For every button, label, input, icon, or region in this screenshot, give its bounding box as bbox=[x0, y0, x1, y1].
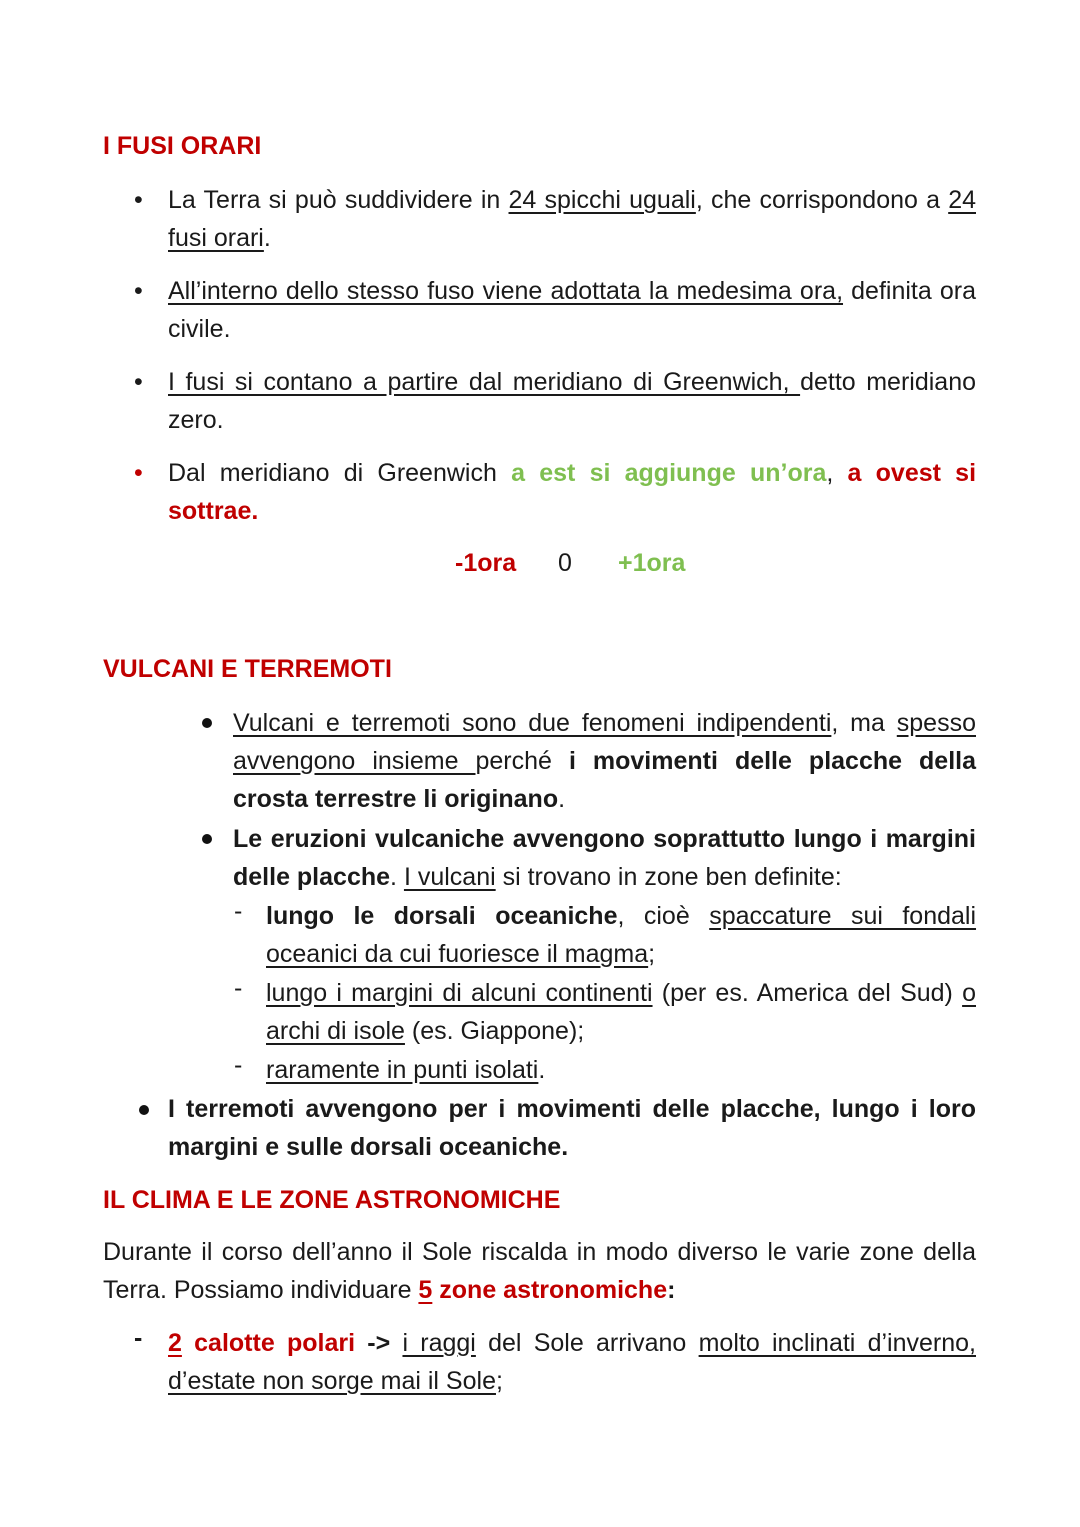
vulcani-dash-2: lungo i margini di alcuni continenti (per es. America del Sud) o archi di isole (es. Giappone); bbox=[266, 979, 976, 1045]
dash-icon: - bbox=[234, 897, 243, 925]
clima-intro-paragraph: Durante il corso dell’anno il Sole riscalda in modo diverso le varie zone della Terra. Possiamo individuare 5 zone astronomiche: bbox=[103, 1238, 976, 1304]
vulcani-bullet-1: Vulcani e terremoti sono due fenomeni indipendenti, ma spesso avvengono insieme perché i movimenti delle placche della crosta terrestre li originano. bbox=[233, 709, 976, 813]
scale-minus-one: -1ora bbox=[455, 549, 517, 577]
bullet-icon: • bbox=[134, 459, 143, 487]
fusi-bullet-3: I fusi si contano a partire dal meridiano di Greenwich, detto meridiano zero. bbox=[168, 368, 976, 434]
scale-plus-one: +1ora bbox=[618, 549, 686, 577]
section-heading-vulcani: VULCANI E TERREMOTI bbox=[103, 655, 392, 683]
dash-icon: - bbox=[234, 1051, 243, 1079]
vulcani-dash-1: lungo le dorsali oceaniche, cioè spaccature sui fondali oceanici da cui fuoriesce il magma; bbox=[266, 902, 977, 968]
dash-icon: - bbox=[134, 1324, 143, 1352]
fusi-bullet-1: La Terra si può suddividere in 24 spicchi uguali, che corrispondono a 24 fusi orari. bbox=[168, 186, 976, 252]
bullet-icon bbox=[139, 1105, 149, 1115]
vulcani-bullet-2: Le eruzioni vulcaniche avvengono soprattutto lungo i margini delle placche. I vulcani si trovano in zone ben definite: bbox=[233, 825, 976, 891]
section-heading-clima: IL CLIMA E LE ZONE ASTRONOMICHE bbox=[103, 1186, 561, 1214]
bullet-icon: • bbox=[134, 186, 143, 214]
bullet-icon bbox=[202, 718, 212, 728]
bullet-icon: • bbox=[134, 277, 143, 305]
dash-icon: - bbox=[234, 974, 243, 1002]
fusi-bullet-4: Dal meridiano di Greenwich a est si aggiunge un’ora, a ovest si sottrae. bbox=[168, 459, 977, 525]
vulcani-dash-3: raramente in punti isolati. bbox=[266, 1056, 546, 1084]
bullet-icon bbox=[202, 834, 212, 844]
vulcani-bullet-3: I terremoti avvengono per i movimenti delle placche, lungo i loro margini e sulle dorsali oceaniche. bbox=[168, 1095, 976, 1161]
clima-dash-1: 2 calotte polari -> i raggi del Sole arrivano molto inclinati d’inverno, d’estate non sorge mai il Sole; bbox=[168, 1329, 976, 1395]
scale-zero: 0 bbox=[558, 549, 572, 577]
fusi-bullet-2: All’interno dello stesso fuso viene adottata la medesima ora, definita ora civile. bbox=[168, 277, 976, 343]
section-heading-fusi-orari: I FUSI ORARI bbox=[103, 132, 262, 160]
bullet-icon: • bbox=[134, 368, 143, 396]
